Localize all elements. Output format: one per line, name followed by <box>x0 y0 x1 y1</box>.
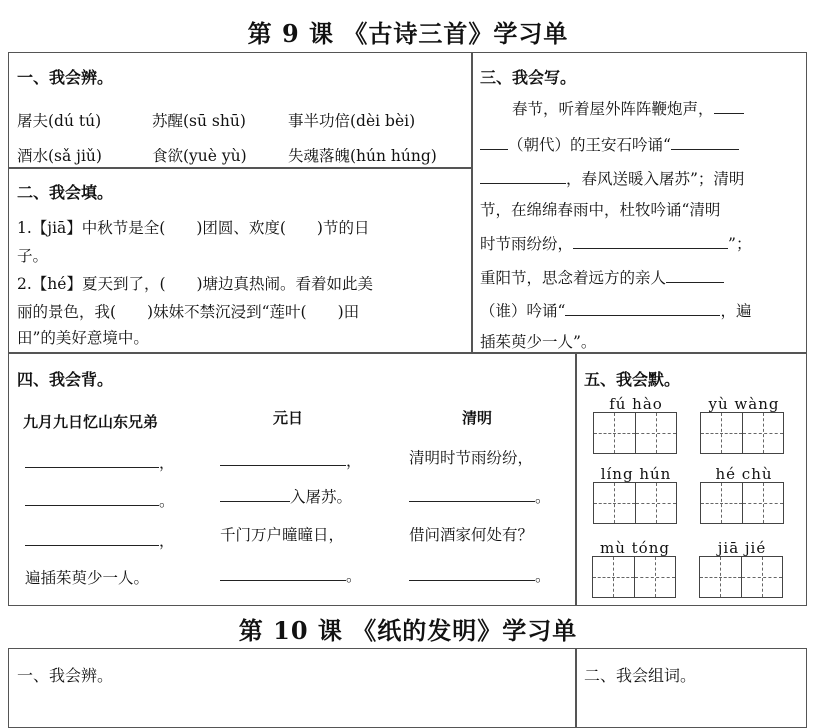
poem-title: 九月九日忆山东兄弟 <box>23 413 159 431</box>
poem-line: ， <box>159 532 175 550</box>
section-heading: 五、我会默。 <box>584 370 681 389</box>
write-line: 插茱萸少一人”。 <box>480 333 597 351</box>
write-line: ”； <box>728 235 752 253</box>
writing-grid[interactable] <box>700 412 784 454</box>
answer-blank[interactable] <box>480 135 508 150</box>
poem-line: ， <box>159 454 175 472</box>
section-heading: 二、我会填。 <box>17 183 114 202</box>
section-write <box>471 52 807 354</box>
write-line: 节，在绵绵春雨中，杜牧吟诵“清明 <box>480 201 721 219</box>
answer-blank[interactable] <box>409 566 535 581</box>
pinyin-prompt: mù tóng <box>600 539 670 557</box>
section-heading: 一、我会辨。 <box>17 666 114 685</box>
section-dictation <box>575 352 807 606</box>
answer-blank[interactable] <box>565 301 720 316</box>
pinyin-prompt: hé chù <box>715 465 773 483</box>
pinyin-choice: 苏醒(sū shū) <box>152 112 246 130</box>
answer-blank[interactable] <box>220 487 290 502</box>
pinyin-choice: 失魂落魄(hún húng) <box>288 147 437 165</box>
answer-blank[interactable] <box>480 169 566 184</box>
section-fill <box>8 167 473 354</box>
answer-blank[interactable] <box>573 234 728 249</box>
fill-line: 丽的景色，我( )妹妹不禁沉浸到“莲叶( )田 <box>17 303 360 321</box>
pinyin-choice: 屠夫(dú tú) <box>17 112 102 130</box>
section-heading: 一、我会辨。 <box>17 68 114 87</box>
poem-line: 。 <box>159 492 175 510</box>
section-heading: 三、我会写。 <box>480 68 577 87</box>
pinyin-choice: 酒水(sǎ jiǔ) <box>17 147 102 165</box>
pinyin-prompt: fú hào <box>609 395 663 413</box>
poem-title: 元日 <box>273 409 304 427</box>
section-recite <box>8 352 577 606</box>
answer-blank[interactable] <box>671 135 739 150</box>
write-line: 重阳节，思念着远方的亲人 <box>480 269 667 287</box>
answer-blank[interactable] <box>220 451 346 466</box>
poem-line: 清明时节雨纷纷， <box>409 449 534 467</box>
poem-line: 。 <box>535 567 551 585</box>
pinyin-choice: 事半功倍(dèi bèi) <box>288 112 416 130</box>
poem-line: 遍插茱萸少一人。 <box>25 569 150 587</box>
poem-line: 入屠苏。 <box>290 488 353 506</box>
poem-line: ， <box>346 452 362 470</box>
answer-blank[interactable] <box>666 268 724 283</box>
writing-grid[interactable] <box>592 556 676 598</box>
writing-grid[interactable] <box>699 556 783 598</box>
lesson10-section-distinguish <box>8 648 577 728</box>
writing-grid[interactable] <box>593 482 677 524</box>
poem-line: 。 <box>535 488 551 506</box>
lesson9-title: 第 9 课 《古诗三首》学习单 <box>247 19 569 48</box>
lesson10-title: 第 10 课 《纸的发明》学习单 <box>238 616 578 645</box>
write-line: （谁）吟诵“ <box>480 302 566 320</box>
fill-line: 1.【jiā】中秋节是全( )团圆、欢度( )节的日 <box>17 219 370 237</box>
write-line: （朝代）的王安石吟诵“ <box>508 136 671 154</box>
answer-blank[interactable] <box>220 566 346 581</box>
poem-line: 借问酒家何处有？ <box>409 526 534 544</box>
pinyin-prompt: líng hún <box>600 465 672 483</box>
poem-line: 。 <box>346 567 362 585</box>
write-line: ，遍 <box>720 302 752 320</box>
pinyin-prompt: yù wàng <box>708 395 780 413</box>
write-line: ，春风送暖入屠苏”；清明 <box>566 170 745 188</box>
fill-line: 田”的美好意境中。 <box>17 329 149 347</box>
poem-title: 清明 <box>462 409 493 427</box>
poem-line: 千门万户曈曈日， <box>220 526 345 544</box>
writing-grid[interactable] <box>593 412 677 454</box>
section-heading: 二、我会组词。 <box>584 666 697 685</box>
write-line: 春节，听着屋外阵阵鞭炮声， <box>512 100 714 118</box>
pinyin-prompt: jiā jié <box>717 539 767 557</box>
writing-grid[interactable] <box>700 482 784 524</box>
fill-line: 子。 <box>17 247 49 265</box>
section-heading: 四、我会背。 <box>17 370 114 389</box>
answer-blank[interactable] <box>25 491 159 506</box>
fill-line: 2.【hé】夏天到了，( )塘边真热闹。看着如此美 <box>17 275 374 293</box>
answer-blank[interactable] <box>714 99 744 114</box>
pinyin-choice: 食欲(yuè yù) <box>152 147 247 165</box>
lesson10-section-words <box>575 648 807 728</box>
section-distinguish <box>8 52 473 169</box>
answer-blank[interactable] <box>25 531 159 546</box>
answer-blank[interactable] <box>409 487 535 502</box>
write-line: 时节雨纷纷， <box>480 235 574 253</box>
answer-blank[interactable] <box>25 453 159 468</box>
